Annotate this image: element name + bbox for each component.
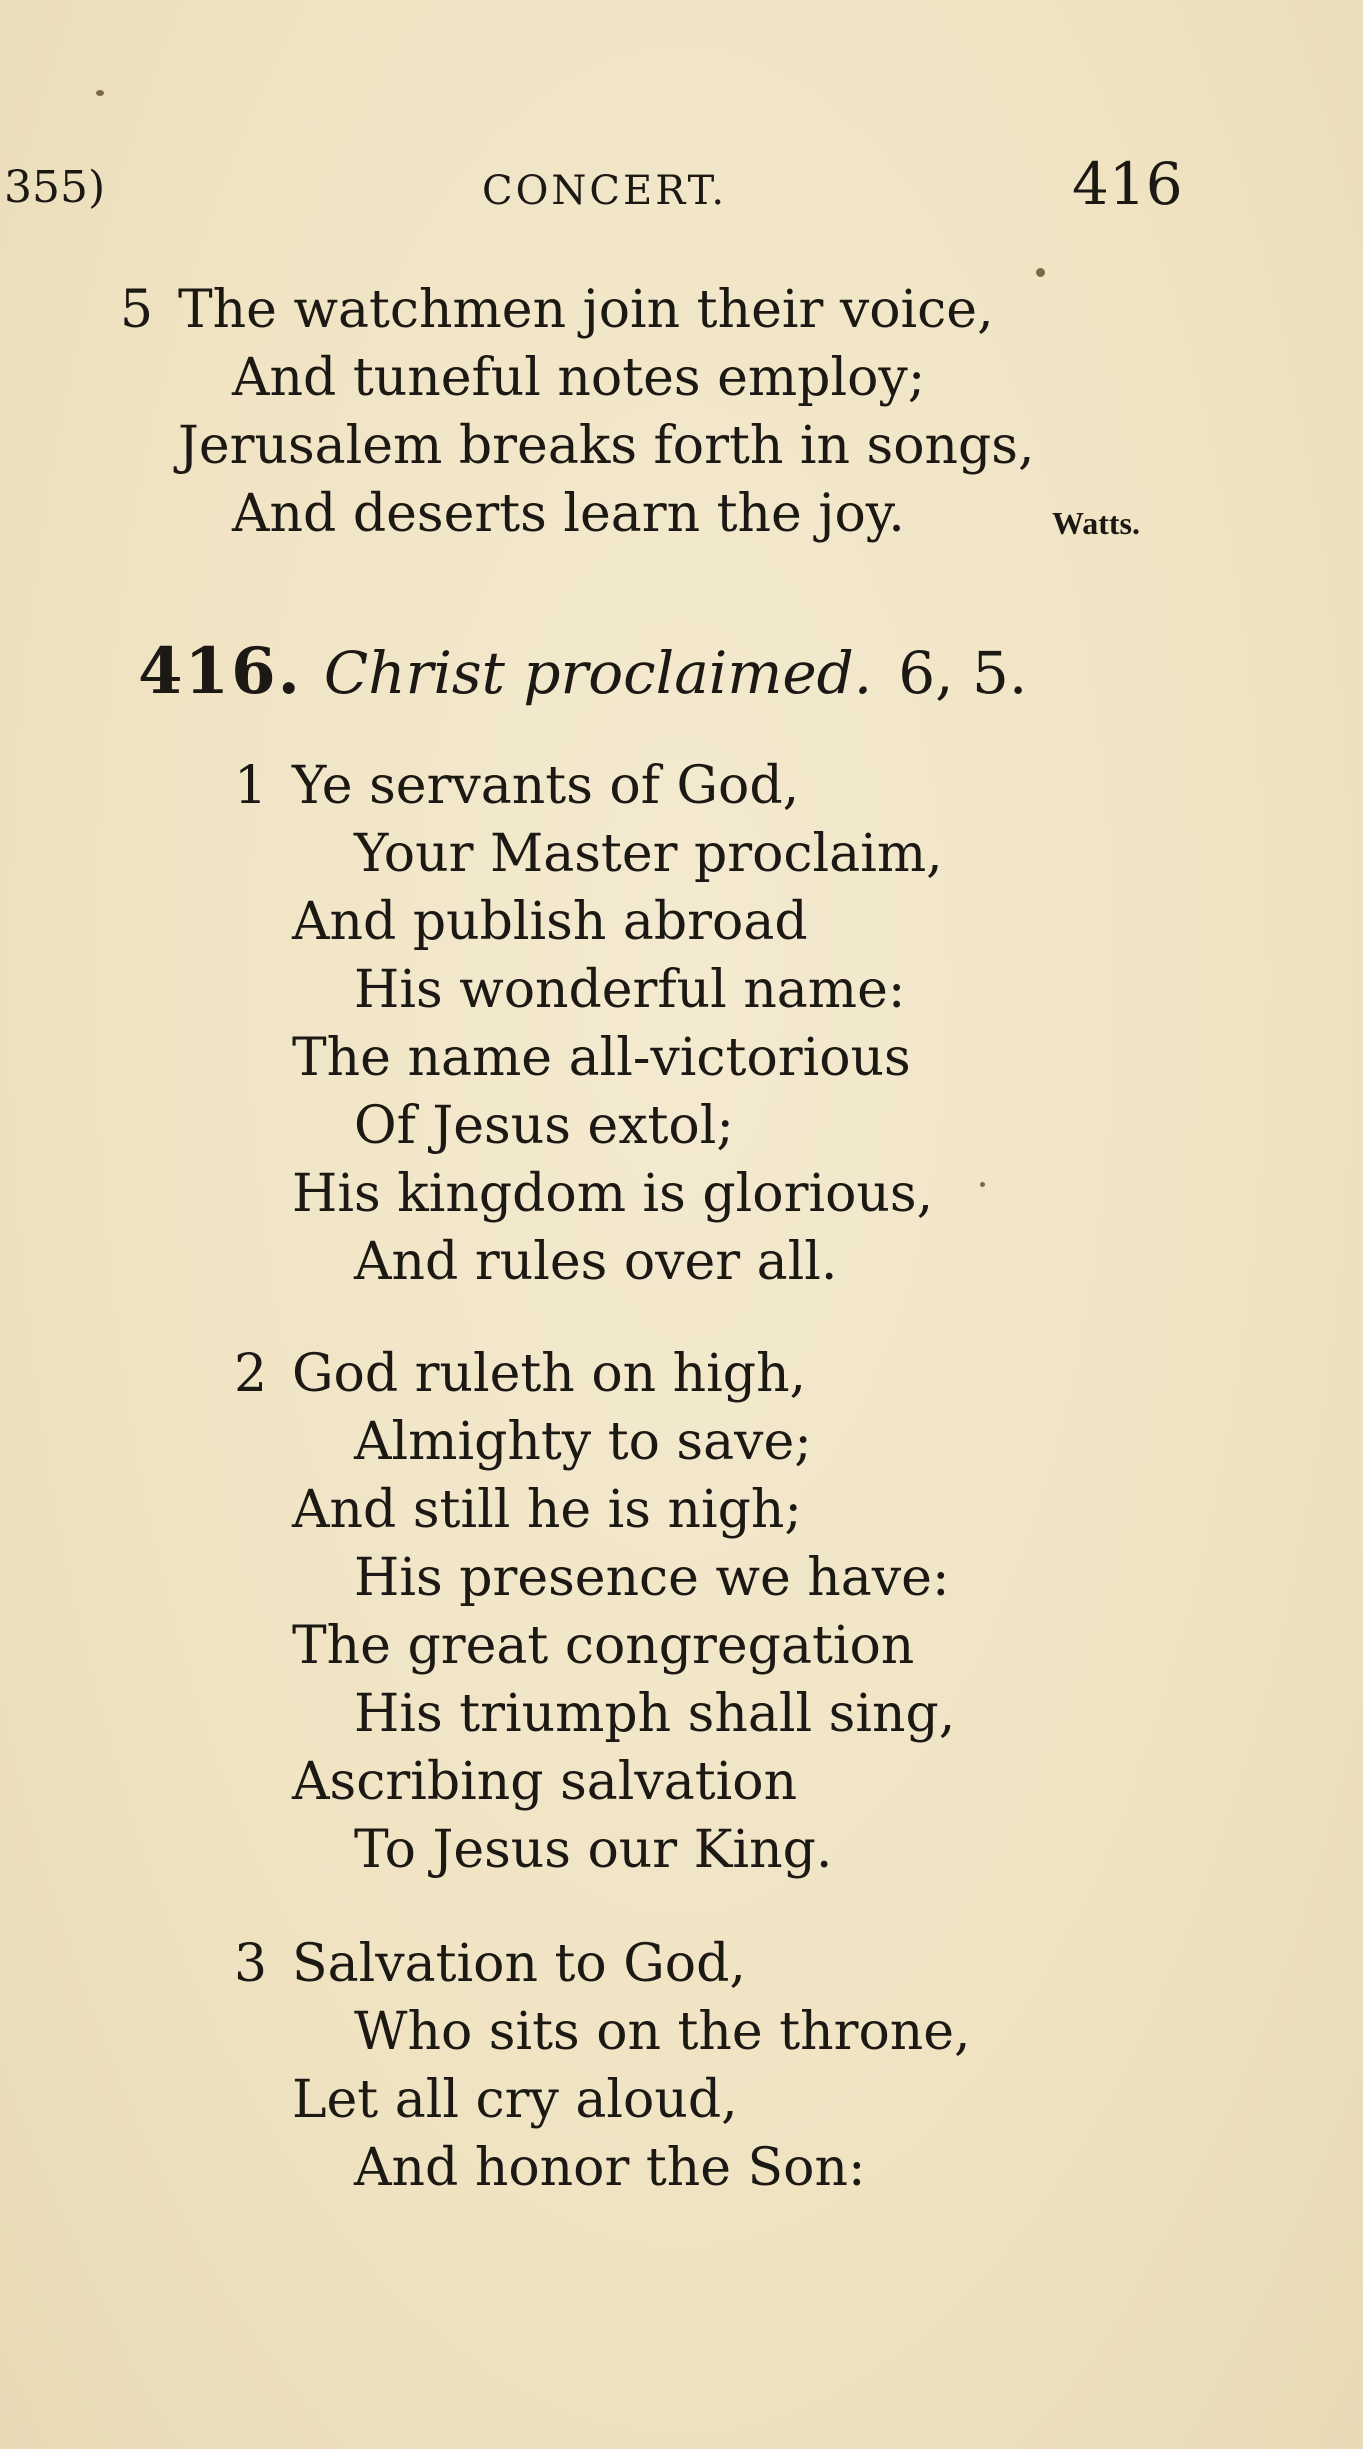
header-section-title: CONCERT. [482,168,728,214]
paper-speck [980,1182,985,1187]
verse-line: To Jesus our King. [354,1820,833,1880]
verse-line: And deserts learn the joy. [232,484,905,544]
verse-line: And tuneful notes employ; [232,348,926,408]
verse-line: Ye servants of God, [292,756,800,816]
verse-line: God ruleth on high, [292,1344,807,1404]
header-page-ref: 355) [4,162,106,213]
verse-line: Salvation to God, [292,1934,746,1994]
stanza-number: 2 [234,1344,268,1404]
verse-line: Let all cry aloud, [292,2070,738,2130]
running-header [0,150,1363,230]
verse-line: His presence we have: [354,1548,950,1608]
verse-line: His kingdom is glorious, [292,1164,934,1224]
verse-line: His triumph shall sing, [354,1684,956,1744]
hymn-heading [138,634,1028,709]
hymn-number: 416. [138,634,302,709]
verse-line: Of Jesus extol; [354,1096,734,1156]
stanza-number: 5 [120,280,154,340]
verse-line: And honor the Son: [354,2138,866,2198]
header-hymn-number: 416 [1072,150,1183,218]
verse-line: And publish abroad [292,892,808,952]
stanza-number: 1 [234,756,268,816]
verse-line: The great congregation [292,1616,915,1676]
stanza-number: 3 [234,1934,268,1994]
verse-line: Jerusalem breaks forth in songs, [178,416,1035,476]
verse-line: Almighty to save; [354,1412,812,1472]
verse-line: His wonderful name: [354,960,906,1020]
hymn-title: Christ proclaimed. [323,639,873,707]
paper-speck [96,90,104,96]
verse-line: Who sits on the throne, [354,2002,971,2062]
verse-line: And still he is nigh; [292,1480,802,1540]
author-attribution: Watts. [1052,505,1140,541]
verse-line: Ascribing salvation [292,1752,798,1812]
paper-speck [1036,268,1045,277]
hymn-meter: 6, 5. [898,639,1028,707]
verse-line: The watchmen join their voice, [178,280,994,340]
verse-line: Your Master proclaim, [354,824,943,884]
verse-line: And rules over all. [354,1232,838,1292]
verse-line: The name all-victorious [292,1028,911,1088]
